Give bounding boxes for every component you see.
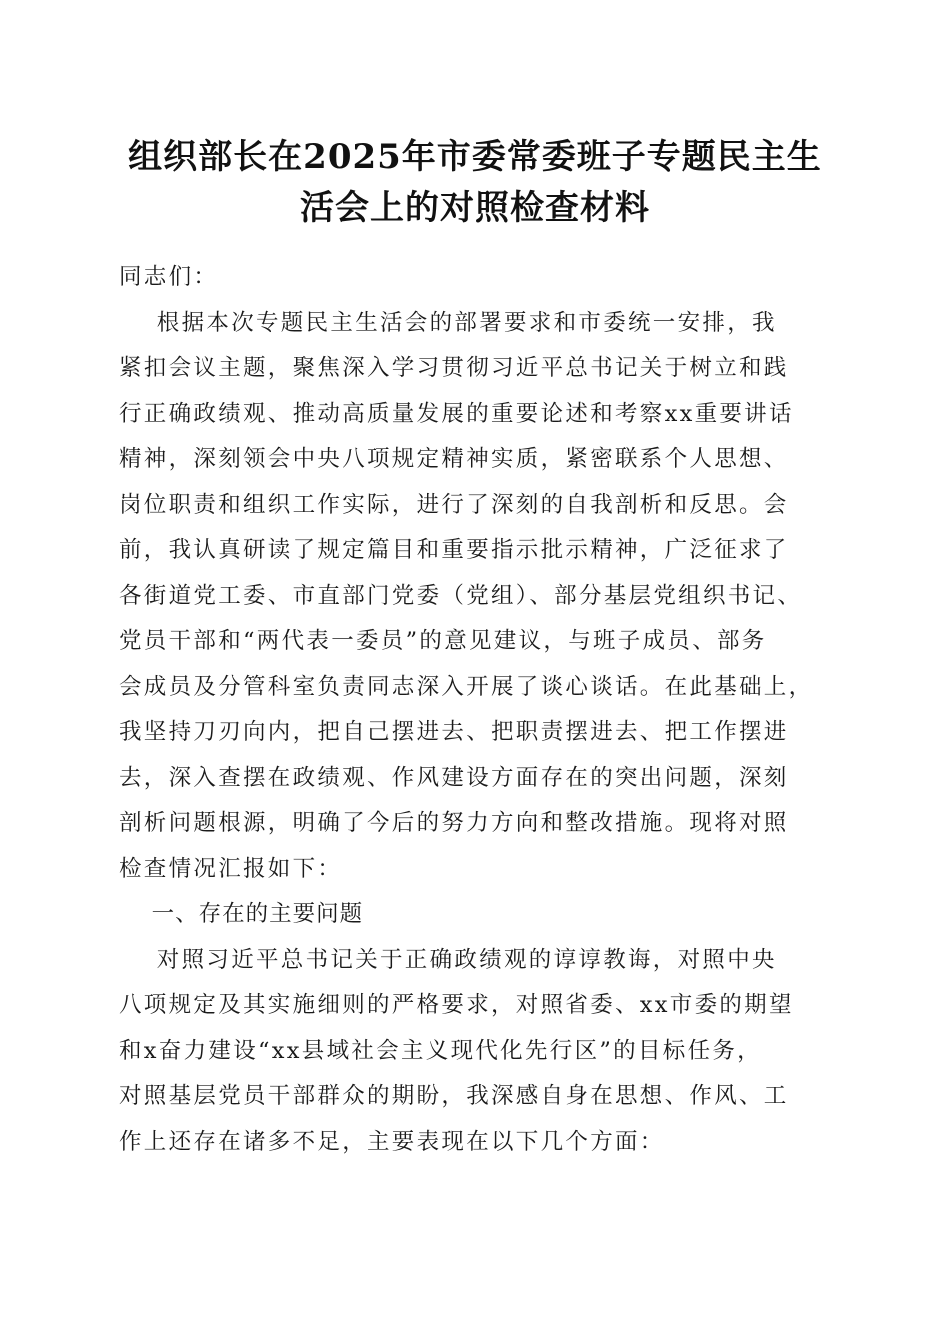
paragraph-2-line: 八项规定及其实施细则的严格要求，对照省委、xx市委的期望 bbox=[119, 992, 794, 1018]
title-line-1: 组织部长在2025年市委常委班子专题民主生 bbox=[128, 137, 822, 177]
paragraph-2-line: 和x奋力建设“xx县域社会主义现代化先行区”的目标任务， bbox=[119, 1037, 762, 1064]
title-line-2: 活会上的对照检查材料 bbox=[300, 188, 650, 228]
paragraph-1-line: 检查情况汇报如下： bbox=[119, 855, 343, 882]
paragraph-1-line: 根据本次专题民主生活会的部署要求和市委统一安排，我 bbox=[119, 309, 777, 336]
salutation: 同志们： bbox=[119, 264, 219, 290]
paragraph-1-line: 去，深入查摆在政绩观、作风建设方面存在的突出问题，深刻 bbox=[119, 764, 789, 791]
paragraph-1-line: 各街道党工委、市直部门党委（党组）、部分基层党组织书记、 bbox=[119, 582, 803, 609]
paragraph-1-line: 会成员及分管科室负责同志深入开展了谈心谈话。在此基础上， bbox=[119, 673, 814, 700]
paragraph-1-line: 紧扣会议主题，聚焦深入学习贯彻习近平总书记关于树立和践 bbox=[119, 355, 789, 381]
paragraph-1-line: 我坚持刀刃向内，把自己摆进去、把职责摆进去、把工作摆进 bbox=[119, 719, 789, 745]
paragraph-1-line: 党员干部和“两代表一委员”的意见建议，与班子成员、部务 bbox=[119, 628, 767, 654]
section-heading-1: 一、存在的主要问题 bbox=[119, 901, 364, 927]
paragraph-1-line: 行正确政绩观、推动高质量发展的重要论述和考察xx重要讲话 bbox=[119, 400, 794, 427]
paragraph-1-line: 精神，深刻领会中央八项规定精神实质，紧密联系个人思想、 bbox=[119, 446, 789, 472]
paragraph-2-line: 对照习近平总书记关于正确政绩观的谆谆教诲，对照中央 bbox=[119, 946, 777, 973]
paragraph-1-line: 岗位职责和组织工作实际，进行了深刻的自我剖析和反思。会 bbox=[119, 491, 789, 518]
document-title bbox=[100, 132, 850, 234]
paragraph-2-line: 作上还存在诸多不足，主要表现在以下几个方面： bbox=[119, 1128, 665, 1155]
paragraph-1-line: 前，我认真研读了规定篇目和重要指示批示精神，广泛征求了 bbox=[119, 537, 789, 563]
paragraph-2-line: 对照基层党员干部群众的期盼，我深感自身在思想、作风、工 bbox=[119, 1083, 789, 1109]
document-body bbox=[119, 255, 831, 1165]
paragraph-1-line: 剖析问题根源，明确了今后的努力方向和整改措施。现将对照 bbox=[119, 810, 789, 836]
